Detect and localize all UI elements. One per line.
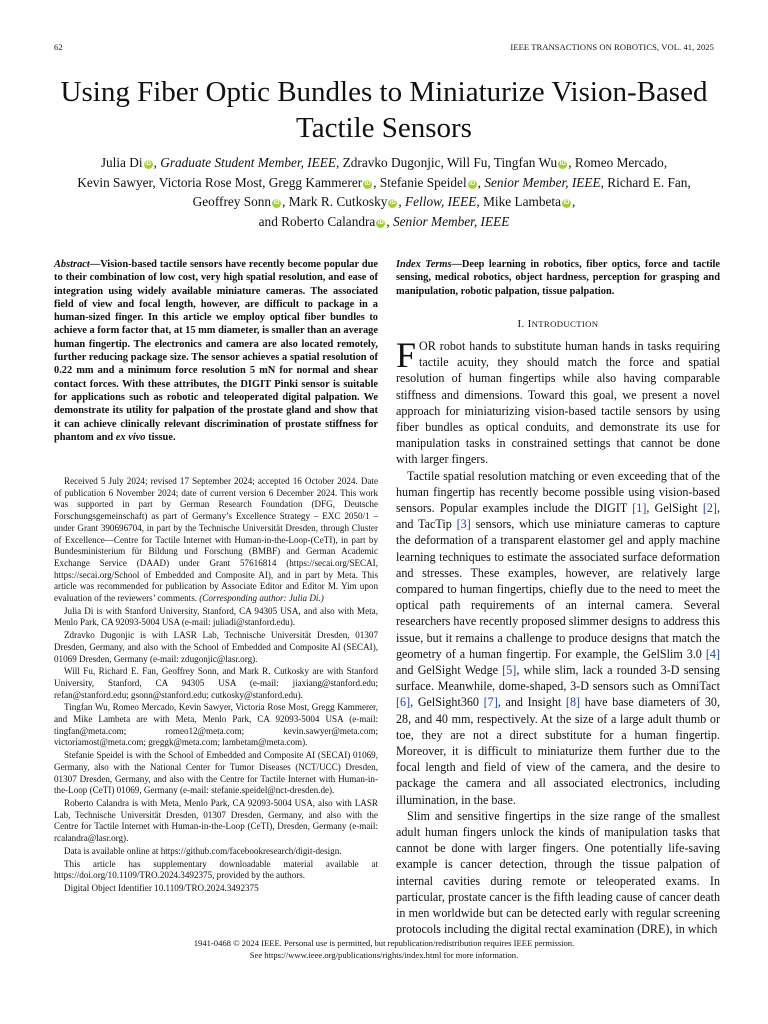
paragraph-text: OR robot hands to substitute human hands in tasks requiring tactile acuity, they should match the force and spatial resolution of human fingertips while also having comparable stiffness and dimensions. Toward this goal, we present a novel approach for miniaturizing vision-based tactile sensors by using fiber bundles as optical conduits, and demonstrate its use for manipulation tasks in constrained settings that cannot be done with larger fingers. <box>396 338 720 467</box>
journal-name: IEEE TRANSACTIONS ON ROBOTICS, VOL. 41, 2025 <box>510 42 714 52</box>
author-name: and Roberto Calandra <box>258 213 376 229</box>
abstract-text: —Vision-based tactile sensors have recently become popular due to their combination of low cost, very high spatial resolution, and ease of integration using widely available miniature cameras. The associated field of view and focal length, however, are difficult to package in a human-sized finger. In this article we employ optical fiber bundles to achieve a form factor that, at 15 mm diameter, is smaller than an average human fingertip. The electronics and camera are also located remotely, further reducing package size. The sensor achieves a spatial resolution of 0.22 mm and a minimum force resolution 5 mN for normal and shear contact forces. With these attributes, the DIGIT Pinki sensor is suitable for applications such as robotic and teleoperated digital palpation. We demonstrate its utility for palpation of the prostate gland and show that it can achieve clinically relevant discrimination of prostate stiffness for phantom and <box>54 259 378 443</box>
section-number: I. <box>517 317 525 330</box>
running-header <box>54 42 714 54</box>
author-list: Julia Di iD , Graduate Student Member, IEEE, Zdravko Dugonjic, Will Fu, Tingfan Wu iD , Romeo Mercado, Kevin Sawyer, Victoria Rose Most, Gregg Kammerer iD , Stefanie Speidel iD , Senior Member, IEEE, Richard E. Fan, Geoffrey Sonn iD , Mark R. Cutkosky iD , Fellow, IEEE, Mike Lambeta iD , and Roberto Calandra iD , Senior Member, IEEE <box>77 155 691 229</box>
corresponding-author: (Corresponding author: Julia Di.) <box>199 593 324 604</box>
citation-link[interactable]: [6] <box>396 695 411 710</box>
paragraph-text: , and Insight <box>497 695 566 710</box>
paragraph <box>396 468 720 808</box>
author-name: , Mark R. Cutkosky <box>282 194 388 209</box>
author-name: Julia Di <box>100 155 143 170</box>
right-column <box>396 258 720 937</box>
section-heading <box>396 318 720 330</box>
punctuation: , <box>571 194 576 209</box>
footnote-doi: Digital Object Identifier 10.1109/TRO.2024.3492375 <box>64 882 259 893</box>
section-title-cap: I <box>527 317 532 330</box>
paragraph-text: , GelSight <box>646 500 703 515</box>
copyright-footer <box>54 938 714 961</box>
paragraph <box>396 334 720 468</box>
citation-link[interactable]: [5] <box>502 662 517 677</box>
footnote-data-availability: Data is available online at https://github.com/facebookresearch/digit-design. <box>64 845 342 856</box>
citation-link[interactable]: [7] <box>483 695 498 710</box>
footnote-received <box>54 476 378 605</box>
membership-grade: Fellow, IEEE <box>405 194 477 209</box>
author-name: , Mike Lambeta <box>476 194 561 209</box>
abstract-label: Abstract <box>54 259 90 270</box>
left-column <box>54 258 378 444</box>
membership-grade: Senior Member, IEEE <box>393 213 510 229</box>
abstract <box>54 258 378 444</box>
paragraph-text: , while slim, lack a rounded 3-D sensing surface. Meanwhile, dome-shaped, 3-D sensors such as OmniTact <box>396 662 720 694</box>
membership-grade: Senior Member, IEEE <box>484 174 601 190</box>
abstract-italic: ex vivo <box>115 431 146 443</box>
rights-line: See https://www.ieee.org/publications/rights/index.html for more information. <box>249 949 519 960</box>
citation-link[interactable]: [1] <box>632 500 647 515</box>
drop-cap: F <box>396 334 417 375</box>
orcid-icon[interactable]: iD <box>273 200 280 206</box>
paragraph-text: sensors, which use miniature cameras to capture the deformation of a transparent elastomer gel and apply machine learning techniques to estimate the associated surface deformation and stresses. These examples, however, are relatively large compared to human fingertips, chiefly due to the need to meet the optical path requirements of an internal camera. Several researchers have recently proposed slimmer designs to address this issue, but it remains a challenge to produce designs that match the geometry of a human fingertip. For example, the GelSlim 3.0 <box>396 517 721 661</box>
paragraph-text: , GelSight360 <box>410 695 484 710</box>
orcid-icon[interactable]: iD <box>364 180 371 187</box>
author-name: , Stefanie Speidel <box>373 174 467 190</box>
citation-link[interactable]: [3] <box>456 517 471 532</box>
orcid-icon[interactable]: iD <box>559 161 566 167</box>
orcid-icon[interactable]: iD <box>563 200 570 206</box>
page-number: 62 <box>54 42 63 52</box>
index-terms-label: Index Terms <box>396 259 452 270</box>
footnote-affiliation: Roberto Calandra is with Meta, Menlo Park, CA 92093-5004 USA, also with LASR Lab, Technische Universität Dresden, 01307 Dresden, Germany, and also with the Centre for Tactile Internet with Human-in-the-Loop (CeTI), Dresden, Germany (e-mail: rcalandra@lasr.org). <box>54 797 378 844</box>
paragraph: Slim and sensitive fingertips in the size range of the smallest adult human fingers unlock the kinds of manipulation tasks that cannot be done with larger fingers. One potentially life-saving example is cancer detection, through the tissue palpation of internal cavities during remote or teleoperated exams. In particular, prostate cancer is the fifth leading cause of cancer death in men worldwide but can be detected early with regular screening protocols including the digital rectal examination (DRE), in which <box>396 808 720 937</box>
author-name: , Richard E. Fan, <box>600 174 691 190</box>
body-text <box>396 334 721 938</box>
orcid-icon[interactable]: iD <box>469 180 476 187</box>
footnote-text: Received 5 July 2024; revised 17 September 2024; accepted 16 October 2024. Date of publication 6 November 2024; date of current version 6 December 2024. This work was supported in part by German Research Foundation (DFG, Deutsche Forschungsgemeinschaft) as part of Germany’s Excellence Strategy – EXC 2050/1 – under Grant 390696704, in part by the Technische Universität Dresden, through Cluster of Excellence—Centre for Tactile Internet with Human-in-the-Loop-(CeTI), in part by Bundesministerium für Bildung und Forschung (BMBF) and German Academic Exchange Service (DAAD) under Grant 57616814 (https://secai.org/SECAI, https://secai.org/School of Embedded and Composite AI), and in part by Meta. This article was recommended for publication by Associate Editor and Editor M. Yim upon evaluation of the reviewers’ comments. <box>54 476 378 604</box>
author-names: , Romeo Mercado, <box>568 155 668 170</box>
paragraph-text: and GelSight Wedge <box>396 662 503 677</box>
footnote-supplementary: This article has supplementary downloadable material available at https://doi.org/10.1109/TRO.2024.3492375, provided by the authors. <box>54 858 378 881</box>
index-terms-text: —Deep learning in robotics, fiber optics, force and tactile sensing, medical robotics, object hardness, perception for grasping and manipulation, robotic palpation, tissue palpation. <box>396 259 720 297</box>
footnote-affiliation: Stefanie Speidel is with the School of Embedded and Composite AI (SECAI) 01069, Germany, also with the National Center for Tumor Diseases (NCT/UCC) Dresden, 01307 Dresden, Germany, and also with the Centre for Tactile Internet with Human-in-the-Loop (CeTI) 01069, Germany (e-mail: stefanie.speidel@nct-dresden.de). <box>54 750 378 796</box>
paragraph-text: , and TacTip <box>396 500 720 532</box>
copyright-line: 1941-0468 © 2024 IEEE. Personal use is permitted, but republication/redistribution requires IEEE permission. <box>193 938 575 948</box>
footnotes <box>54 476 378 895</box>
author-name: Geoffrey Sonn <box>192 194 272 209</box>
footnote-affiliation: Julia Di is with Stanford University, Stanford, CA 94305 USA, and also with Meta, Menlo Park, CA 92093-5004 USA (e-mail: juliadi@stanford.edu). <box>54 605 378 628</box>
orcid-icon[interactable]: iD <box>377 219 384 226</box>
paragraph-text: Tactile spatial resolution matching or even exceeding that of the human fingertip has recently become possible using vision-based sensors. Popular examples include the DIGIT <box>396 468 720 515</box>
orcid-icon[interactable]: iD <box>145 161 152 167</box>
footnote-affiliation: Zdravko Dugonjic is with LASR Lab, Technische Universität Dresden, 01307 Dresden, Germany, and also with the School of Embedded and Composite AI (SECAI), 01069 Dresden, Germany (e-mail: zdugonjic@lasr.org). <box>54 630 378 664</box>
footnote-affiliation: Will Fu, Richard E. Fan, Geoffrey Sonn, and Mark R. Cutkosky are with Stanford University, Stanford, CA 94305 USA (e-mail: jiaxiang@stanford.edu; refan@stanford.edu; gsonn@stanford.edu; cutkosky@stanford.edu). <box>54 666 378 700</box>
section-title-rest: NTRODUCTION <box>531 318 599 329</box>
footnote-affiliation: Tingfan Wu, Romeo Mercado, Kevin Sawyer, Victoria Rose Most, Gregg Kammerer, and Mike Lambeta are with Meta, Menlo Park, CA 92093-5004 USA (e-mail: tingfan@meta.com; romeo12@meta.com; kevin.sawyer@meta.com; victoriamost@meta.com; greggk@meta.com; lambetam@meta.com). <box>54 702 378 748</box>
orcid-icon[interactable]: iD <box>389 200 396 206</box>
citation-link[interactable]: [8] <box>565 695 581 710</box>
citation-link[interactable]: [4] <box>705 646 720 661</box>
abstract-text-end: tissue. <box>145 431 176 443</box>
paper-title: Using Fiber Optic Bundles to Miniaturize Vision-Based Tactile Sensors <box>60 76 708 144</box>
membership-grade: Graduate Student Member, IEEE <box>160 155 337 170</box>
index-terms <box>396 258 720 298</box>
author-names: , Zdravko Dugonjic, Will Fu, Tingfan Wu <box>336 155 558 170</box>
paragraph-text: have base diameters of 30, 28, and 40 mm, respectively. At the size of a large adult thumb or toe, they are not a direct substitute for a human fingertip. Moreover, it is difficult to miniaturize them further due to the focal length and field of view of the camera, and the desire to package the camera and all associated electronics, including illumination, in the base. <box>396 695 720 807</box>
author-names: Kevin Sawyer, Victoria Rose Most, Gregg Kammerer <box>77 174 363 190</box>
citation-link[interactable]: [2] <box>702 500 717 515</box>
